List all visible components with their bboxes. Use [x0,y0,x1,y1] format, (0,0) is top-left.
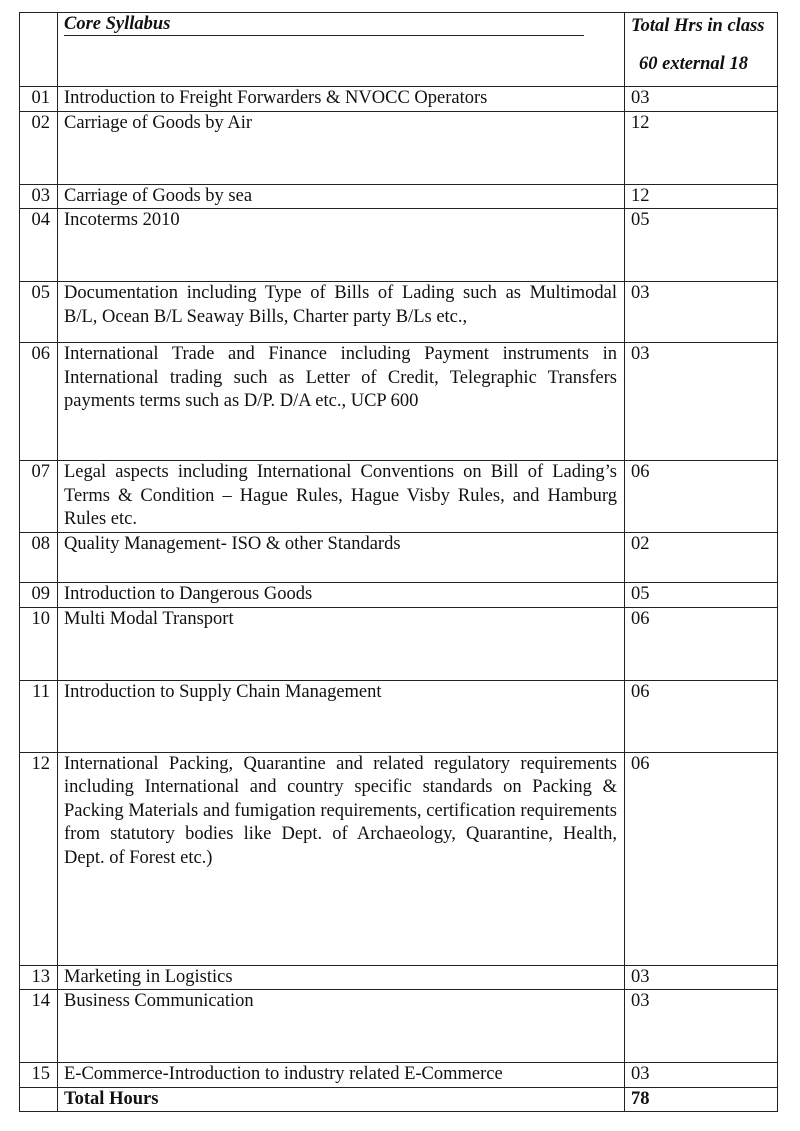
row-topic: Multi Modal Transport [58,607,625,680]
header-row [20,13,778,87]
row-hours: 05 [625,583,778,608]
hours-header-line1: Total Hrs in class [631,16,765,36]
table-row [20,533,778,583]
table-row [20,680,778,752]
row-hours: 03 [625,343,778,461]
row-hours: 03 [625,965,778,990]
table-row [20,461,778,533]
row-topic: E-Commerce-Introduction to industry related E-Commerce [58,1063,625,1088]
row-hours: 05 [625,209,778,282]
row-hours: 03 [625,282,778,343]
table-row [20,111,778,184]
row-number: 05 [20,282,58,343]
row-number: 06 [20,343,58,461]
row-topic: Documentation including Type of Bills of Lading such as Multimodal B/L, Ocean B/L Seaway Bills, Charter party B/Ls etc., [58,282,625,343]
row-hours: 03 [625,1063,778,1088]
syllabus-title: Core Syllabus [64,14,171,34]
row-number: 08 [20,533,58,583]
row-hours: 12 [625,184,778,209]
row-number: 12 [20,752,58,965]
row-topic: Quality Management- ISO & other Standards [58,533,625,583]
row-number: 15 [20,1063,58,1088]
row-number: 07 [20,461,58,533]
table-row [20,1063,778,1088]
table-row [20,583,778,608]
row-topic: Legal aspects including International Conventions on Bill of Lading’s Terms & Condition – Hague Rules, Hague Visby Rules, and Hamburg Rules etc. [58,461,625,533]
row-number: 02 [20,111,58,184]
header-title-cell [58,13,625,87]
row-number: 04 [20,209,58,282]
total-num-cell [20,1087,58,1112]
header-hours-cell [625,13,778,87]
row-hours: 02 [625,533,778,583]
row-topic: Incoterms 2010 [58,209,625,282]
table-row [20,282,778,343]
total-hours: 78 [625,1087,778,1112]
total-label: Total Hours [58,1087,625,1112]
row-number: 03 [20,184,58,209]
row-number: 10 [20,607,58,680]
table-row [20,343,778,461]
hours-header-line2: 60 external 18 [639,53,748,74]
table-row [20,965,778,990]
row-hours: 03 [625,990,778,1063]
row-topic: Introduction to Supply Chain Management [58,680,625,752]
total-row [20,1087,778,1112]
table-row [20,87,778,112]
row-topic: Introduction to Freight Forwarders & NVOCC Operators [58,87,625,112]
row-topic: Business Communication [58,990,625,1063]
table-row [20,752,778,965]
row-topic: Carriage of Goods by Air [58,111,625,184]
table-row [20,990,778,1063]
row-hours: 06 [625,752,778,965]
row-topic: International Trade and Finance including Payment instruments in International trading such as Letter of Credit, Telegraphic Transfers payments terms such as D/P. D/A etc., UCP 600 [58,343,625,461]
row-topic: Introduction to Dangerous Goods [58,583,625,608]
row-hours: 03 [625,87,778,112]
row-number: 11 [20,680,58,752]
row-hours: 12 [625,111,778,184]
row-number: 09 [20,583,58,608]
row-hours: 06 [625,461,778,533]
row-hours: 06 [625,680,778,752]
row-hours: 06 [625,607,778,680]
header-num-cell [20,13,58,87]
row-topic: Marketing in Logistics [58,965,625,990]
row-topic: International Packing, Quarantine and related regulatory requirements including International and country specific standards on Packing & Packing Materials and fumigation requirements, certification requirements from statutory bodies like Dept. of Archaeology, Quarantine, Health, Dept. of Forest etc.) [58,752,625,965]
syllabus-table [19,12,778,1112]
table-row [20,184,778,209]
row-number: 13 [20,965,58,990]
table-row [20,607,778,680]
row-number: 01 [20,87,58,112]
row-topic: Carriage of Goods by sea [58,184,625,209]
table-row [20,209,778,282]
row-number: 14 [20,990,58,1063]
